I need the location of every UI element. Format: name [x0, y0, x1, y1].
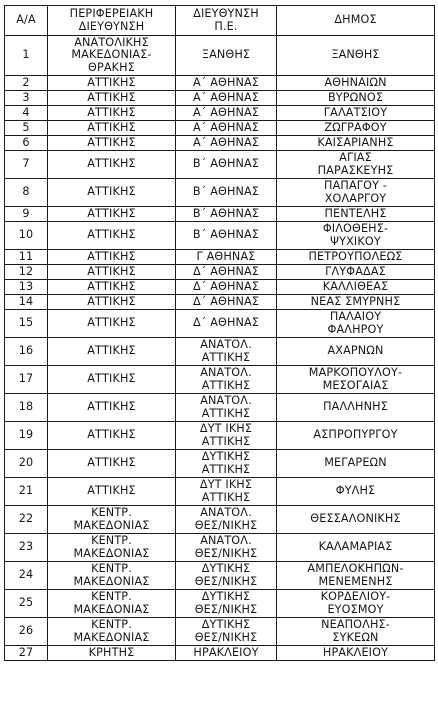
cell-regional-directorate: [48, 222, 176, 250]
cell-directorate-pe-text: ΑΝΑΤΟΛ. ΑΤΤΙΚΗΣ: [200, 338, 252, 364]
cell-directorate-pe-text: ΔΥΤΙΚΗΣ ΘΕΣ/ΝΙΚΗΣ: [194, 562, 258, 588]
cell-regional-directorate-text: ΚΕΝΤΡ. ΜΑΚΕΔΟΝΙΑΣ: [73, 506, 150, 532]
cell-municipality: [277, 506, 435, 534]
cell-directorate-pe-text: ΔΥΤΙΚΗΣ ΘΕΣ/ΝΙΚΗΣ: [194, 590, 258, 616]
cell-directorate-pe-text: ΑΝΑΤΟΛ. ΑΤΤΙΚΗΣ: [200, 366, 252, 392]
table-row: [5, 394, 435, 422]
cell-aa-text: 25: [18, 596, 34, 610]
cell-municipality: [277, 394, 435, 422]
cell-municipality: [277, 618, 435, 646]
cell-municipality: [277, 450, 435, 478]
cell-municipality-text: ΚΑΛΑΜΑΡΙΑΣ: [318, 540, 393, 554]
cell-municipality-text: ΝΕΑΠΟΛΗΣ- ΣΥΚΕΩΝ: [321, 618, 390, 644]
cell-directorate-pe: [176, 534, 277, 562]
table-row: [5, 450, 435, 478]
cell-municipality: [277, 91, 435, 106]
cell-regional-directorate-text: ΑΤΤΙΚΗΣ: [87, 428, 136, 442]
cell-municipality: [277, 106, 435, 121]
cell-directorate-pe-text: Β΄ ΑΘΗΝΑΣ: [192, 228, 260, 242]
cell-regional-directorate-text: ΑΤΤΙΚΗΣ: [87, 316, 136, 330]
cell-directorate-pe-text: ΔΥΤ ΙΚΗΣ ΑΤΤΙΚΗΣ: [199, 422, 253, 448]
header-regional-directorate-label: ΠΕΡΙΦΕΡΕΙΑΚΗ ΔΙΕΥΘΥΝΣΗ: [69, 7, 154, 33]
cell-aa: [5, 422, 48, 450]
cell-directorate-pe-text: Β΄ ΑΘΗΝΑΣ: [192, 157, 260, 171]
cell-regional-directorate: [48, 36, 176, 76]
cell-aa-text: 5: [22, 120, 30, 134]
cell-regional-directorate-text: ΑΤΤΙΚΗΣ: [87, 185, 136, 199]
cell-regional-directorate: [48, 366, 176, 394]
cell-regional-directorate: [48, 76, 176, 91]
cell-aa-text: 26: [18, 624, 34, 638]
cell-municipality: [277, 265, 435, 280]
table-body: [5, 36, 435, 661]
cell-directorate-pe: [176, 250, 277, 265]
cell-municipality: [277, 562, 435, 590]
cell-directorate-pe-text: ΞΑΝΘΗΣ: [201, 48, 251, 62]
cell-directorate-pe: [176, 310, 277, 338]
table-row: [5, 106, 435, 121]
cell-municipality-text: ΓΛΥΦΑΔΑΣ: [325, 264, 386, 278]
cell-directorate-pe: [176, 151, 277, 179]
cell-regional-directorate-text: ΑΤΤΙΚΗΣ: [87, 90, 136, 104]
cell-directorate-pe: [176, 36, 277, 76]
cell-aa-text: 17: [18, 372, 34, 386]
cell-directorate-pe-text: ΔΥΤΙΚΗΣ ΘΕΣ/ΝΙΚΗΣ: [194, 618, 258, 644]
cell-directorate-pe-text: Α΄ ΑΘΗΝΑΣ: [192, 105, 260, 119]
table-row: [5, 136, 435, 151]
cell-regional-directorate: [48, 534, 176, 562]
cell-aa: [5, 534, 48, 562]
cell-regional-directorate: [48, 478, 176, 506]
cell-regional-directorate: [48, 295, 176, 310]
cell-municipality: [277, 250, 435, 265]
cell-directorate-pe-text: Δ΄ ΑΘΗΝΑΣ: [192, 316, 260, 330]
cell-municipality-text: ΑΧΑΡΝΩΝ: [327, 344, 384, 358]
cell-municipality: [277, 36, 435, 76]
cell-regional-directorate: [48, 280, 176, 295]
cell-municipality: [277, 338, 435, 366]
cell-regional-directorate: [48, 207, 176, 222]
cell-municipality-text: ΚΟΡΔΕΛΙΟΥ- ΕΥΟΣΜΟΥ: [320, 590, 391, 616]
cell-regional-directorate: [48, 91, 176, 106]
cell-regional-directorate-text: ΑΤΤΙΚΗΣ: [87, 294, 136, 308]
cell-aa-text: 11: [18, 249, 34, 263]
cell-municipality-text: ΚΑΙΣΑΡΙΑΝΗΣ: [317, 135, 394, 149]
cell-aa: [5, 151, 48, 179]
municipalities-table: [4, 5, 435, 661]
cell-regional-directorate: [48, 338, 176, 366]
cell-regional-directorate: [48, 506, 176, 534]
cell-aa: [5, 366, 48, 394]
table-row: [5, 36, 435, 76]
cell-municipality: [277, 478, 435, 506]
table-row: [5, 506, 435, 534]
cell-aa: [5, 222, 48, 250]
cell-directorate-pe: [176, 394, 277, 422]
cell-aa-text: 23: [18, 540, 34, 554]
cell-municipality-text: ΠΕΤΡΟΥΠΟΛΕΩΣ: [308, 249, 403, 263]
cell-municipality-text: ΠΑΛΛΗΝΗΣ: [323, 400, 388, 414]
table-row: [5, 207, 435, 222]
cell-aa: [5, 394, 48, 422]
cell-municipality-text: ΠΑΠΑΓΟΥ - ΧΟΛΑΡΓΟΥ: [324, 179, 387, 205]
cell-aa-text: 14: [18, 294, 34, 308]
cell-aa-text: 4: [22, 105, 30, 119]
cell-municipality: [277, 310, 435, 338]
cell-regional-directorate-text: ΑΤΤΙΚΗΣ: [87, 135, 136, 149]
cell-regional-directorate: [48, 590, 176, 618]
cell-aa-text: 2: [22, 75, 30, 89]
cell-municipality: [277, 151, 435, 179]
table-row: [5, 91, 435, 106]
table-row: [5, 295, 435, 310]
cell-municipality-text: ΗΡΑΚΛΕΙΟΥ: [322, 645, 389, 659]
cell-directorate-pe-text: ΑΝΑΤΟΛ. ΘΕΣ/ΝΙΚΗΣ: [194, 506, 258, 532]
header-municipality-label: ΔΗΜΟΣ: [334, 13, 377, 27]
cell-regional-directorate: [48, 136, 176, 151]
cell-directorate-pe: [176, 590, 277, 618]
cell-municipality: [277, 76, 435, 91]
cell-municipality-text: ΠΑΛΑΙΟΥ ΦΑΛΗΡΟΥ: [327, 310, 384, 336]
cell-directorate-pe-text: ΑΝΑΤΟΛ. ΑΤΤΙΚΗΣ: [200, 394, 252, 420]
cell-municipality-text: ΜΑΡΚΟΠΟΥΛΟΥ- ΜΕΣΟΓΑΙΑΣ: [308, 366, 403, 392]
cell-regional-directorate: [48, 265, 176, 280]
cell-aa-text: 16: [18, 344, 34, 358]
cell-municipality-text: ΒΥΡΩΝΟΣ: [327, 90, 384, 104]
table-row: [5, 618, 435, 646]
cell-directorate-pe-text: ΔΥΤΙΚΗΣ ΑΤΤΙΚΗΣ: [201, 450, 251, 476]
cell-directorate-pe: [176, 179, 277, 207]
table-row: [5, 250, 435, 265]
cell-aa-text: 10: [18, 228, 34, 242]
cell-regional-directorate-text: ΚΕΝΤΡ. ΜΑΚΕΔΟΝΙΑΣ: [73, 534, 150, 560]
cell-aa-text: 9: [22, 206, 30, 220]
table-row: [5, 76, 435, 91]
cell-aa-text: 6: [22, 135, 30, 149]
document-page: [4, 5, 434, 661]
cell-regional-directorate: [48, 310, 176, 338]
cell-directorate-pe-text: Α΄ ΑΘΗΝΑΣ: [192, 120, 260, 134]
cell-aa: [5, 207, 48, 222]
cell-municipality: [277, 136, 435, 151]
cell-municipality-text: ΚΑΛΛΙΘΕΑΣ: [322, 279, 389, 293]
table-row: [5, 534, 435, 562]
cell-aa-text: 12: [18, 264, 34, 278]
cell-regional-directorate-text: ΑΤΤΙΚΗΣ: [87, 105, 136, 119]
cell-municipality-text: ΖΩΓΡΑΦΟΥ: [324, 120, 387, 134]
cell-directorate-pe: [176, 106, 277, 121]
header-regional-directorate: [48, 6, 176, 36]
cell-aa-text: 27: [18, 645, 34, 659]
table-row: [5, 590, 435, 618]
cell-regional-directorate-text: ΑΤΤΙΚΗΣ: [87, 206, 136, 220]
table-row: [5, 338, 435, 366]
cell-aa: [5, 36, 48, 76]
cell-municipality-text: ΑΘΗΝΑΙΩΝ: [324, 75, 387, 89]
cell-directorate-pe: [176, 136, 277, 151]
header-municipality: [277, 6, 435, 36]
cell-municipality-text: ΝΕΑΣ ΣΜΥΡΝΗΣ: [310, 294, 401, 308]
cell-regional-directorate-text: ΑΤΤΙΚΗΣ: [87, 400, 136, 414]
cell-aa: [5, 106, 48, 121]
cell-municipality: [277, 121, 435, 136]
cell-municipality: [277, 590, 435, 618]
table-header: [5, 6, 435, 36]
cell-municipality: [277, 366, 435, 394]
cell-aa: [5, 590, 48, 618]
cell-directorate-pe: [176, 91, 277, 106]
cell-directorate-pe: [176, 207, 277, 222]
cell-municipality-text: ΜΕΓΑΡΕΩΝ: [324, 456, 387, 470]
cell-municipality: [277, 207, 435, 222]
cell-regional-directorate-text: ΑΤΤΙΚΗΣ: [87, 372, 136, 386]
cell-aa: [5, 478, 48, 506]
cell-directorate-pe-text: Β΄ ΑΘΗΝΑΣ: [192, 206, 260, 220]
cell-directorate-pe: [176, 280, 277, 295]
cell-regional-directorate: [48, 562, 176, 590]
cell-directorate-pe: [176, 222, 277, 250]
cell-regional-directorate-text: ΑΤΤΙΚΗΣ: [87, 157, 136, 171]
cell-regional-directorate-text: ΚΕΝΤΡ. ΜΑΚΕΔΟΝΙΑΣ: [73, 562, 150, 588]
cell-regional-directorate-text: ΑΤΤΙΚΗΣ: [87, 279, 136, 293]
cell-directorate-pe-text: Δ΄ ΑΘΗΝΑΣ: [192, 264, 260, 278]
cell-aa: [5, 121, 48, 136]
table-row: [5, 265, 435, 280]
cell-directorate-pe: [176, 366, 277, 394]
cell-directorate-pe-text: Δ΄ ΑΘΗΝΑΣ: [192, 294, 260, 308]
cell-municipality-text: ΦΥΛΗΣ: [335, 484, 376, 498]
cell-directorate-pe: [176, 422, 277, 450]
cell-aa: [5, 179, 48, 207]
cell-regional-directorate: [48, 106, 176, 121]
cell-municipality-text: ΑΣΠΡΟΠΥΡΓΟΥ: [313, 428, 398, 442]
cell-municipality-text: ΓΑΛΑΤΣΙΟΥ: [323, 105, 388, 119]
cell-regional-directorate-text: ΑΤΤΙΚΗΣ: [87, 120, 136, 134]
cell-regional-directorate-text: ΑΤΤΙΚΗΣ: [87, 484, 136, 498]
header-directorate-pe: [176, 6, 277, 36]
cell-aa: [5, 76, 48, 91]
cell-regional-directorate-text: ΑΤΤΙΚΗΣ: [87, 228, 136, 242]
cell-regional-directorate: [48, 646, 176, 661]
cell-municipality: [277, 534, 435, 562]
cell-directorate-pe: [176, 618, 277, 646]
cell-regional-directorate-text: ΑΤΤΙΚΗΣ: [87, 75, 136, 89]
header-aa: [5, 6, 48, 36]
cell-directorate-pe: [176, 506, 277, 534]
cell-aa: [5, 265, 48, 280]
cell-directorate-pe: [176, 338, 277, 366]
cell-directorate-pe-text: ΑΝΑΤΟΛ. ΘΕΣ/ΝΙΚΗΣ: [194, 534, 258, 560]
table-row: [5, 310, 435, 338]
cell-municipality-text: ΑΓΙΑΣ ΠΑΡΑΣΚΕΥΗΣ: [317, 151, 394, 177]
cell-aa-text: 20: [18, 456, 34, 470]
header-directorate-pe-label: ΔΙΕΥΘΥΝΣΗ Π.Ε.: [193, 7, 259, 33]
cell-directorate-pe-text: ΗΡΑΚΛΕΙΟΥ: [193, 645, 259, 659]
table-row: [5, 280, 435, 295]
cell-regional-directorate-text: ΑΤΤΙΚΗΣ: [87, 264, 136, 278]
cell-regional-directorate-text: ΑΤΤΙΚΗΣ: [87, 456, 136, 470]
cell-regional-directorate: [48, 151, 176, 179]
header-row: [5, 6, 435, 36]
table-row: [5, 366, 435, 394]
cell-regional-directorate-text: ΚΡΗΤΗΣ: [88, 645, 135, 659]
table-row: [5, 478, 435, 506]
cell-regional-directorate: [48, 450, 176, 478]
cell-aa-text: 13: [18, 279, 34, 293]
cell-aa: [5, 136, 48, 151]
table-row: [5, 179, 435, 207]
table-row: [5, 422, 435, 450]
cell-aa-text: 15: [18, 316, 34, 330]
cell-municipality-text: ΦΙΛΟΘΕΗΣ- ΨΥΧΙΚΟΥ: [322, 222, 389, 248]
cell-regional-directorate-text: ΚΕΝΤΡ. ΜΑΚΕΔΟΝΙΑΣ: [73, 618, 150, 644]
cell-municipality: [277, 646, 435, 661]
cell-aa-text: 21: [18, 484, 34, 498]
cell-aa-text: 1: [22, 48, 30, 62]
table-row: [5, 646, 435, 661]
cell-regional-directorate-text: ΑΤΤΙΚΗΣ: [87, 249, 136, 263]
cell-aa-text: 22: [18, 512, 34, 526]
cell-aa-text: 24: [18, 568, 34, 582]
cell-directorate-pe-text: Γ ΑΘΗΝΑΣ: [196, 249, 256, 263]
cell-regional-directorate: [48, 121, 176, 136]
cell-directorate-pe-text: Β΄ ΑΘΗΝΑΣ: [192, 185, 260, 199]
cell-regional-directorate: [48, 618, 176, 646]
cell-directorate-pe-text: Α΄ ΑΘΗΝΑΣ: [192, 90, 260, 104]
cell-regional-directorate: [48, 394, 176, 422]
cell-directorate-pe: [176, 76, 277, 91]
cell-regional-directorate-text: ΑΤΤΙΚΗΣ: [87, 344, 136, 358]
cell-municipality: [277, 295, 435, 310]
cell-municipality-text: ΠΕΝΤΕΛΗΣ: [324, 206, 387, 220]
cell-regional-directorate: [48, 250, 176, 265]
cell-municipality: [277, 222, 435, 250]
cell-aa: [5, 280, 48, 295]
cell-aa: [5, 646, 48, 661]
table-row: [5, 121, 435, 136]
cell-municipality-text: ΑΜΠΕΛΟΚΗΠΩΝ- ΜΕΝΕΜΕΝΗΣ: [307, 562, 404, 588]
cell-regional-directorate-text: ΑΝΑΤΟΛΙΚΗΣ ΜΑΚΕΔΟΝΙΑΣ- ΘΡΑΚΗΣ: [71, 35, 152, 74]
cell-directorate-pe: [176, 265, 277, 280]
table-row: [5, 222, 435, 250]
cell-municipality: [277, 422, 435, 450]
cell-aa: [5, 618, 48, 646]
cell-aa: [5, 91, 48, 106]
cell-directorate-pe-text: ΔΥΤ ΙΚΗΣ ΑΤΤΙΚΗΣ: [199, 478, 253, 504]
cell-directorate-pe: [176, 295, 277, 310]
cell-municipality-text: ΘΕΣΣΑΛΟΝΙΚΗΣ: [310, 512, 401, 526]
cell-regional-directorate-text: ΚΕΝΤΡ. ΜΑΚΕΔΟΝΙΑΣ: [73, 590, 150, 616]
cell-directorate-pe-text: Α΄ ΑΘΗΝΑΣ: [192, 135, 260, 149]
cell-aa-text: 8: [22, 185, 30, 199]
cell-aa: [5, 295, 48, 310]
cell-aa: [5, 562, 48, 590]
cell-directorate-pe: [176, 562, 277, 590]
table-row: [5, 562, 435, 590]
cell-directorate-pe: [176, 121, 277, 136]
cell-aa: [5, 338, 48, 366]
cell-aa: [5, 250, 48, 265]
cell-municipality: [277, 179, 435, 207]
cell-aa-text: 7: [22, 157, 30, 171]
cell-aa: [5, 310, 48, 338]
cell-aa-text: 19: [18, 428, 34, 442]
cell-municipality: [277, 280, 435, 295]
cell-regional-directorate: [48, 422, 176, 450]
cell-directorate-pe-text: Δ΄ ΑΘΗΝΑΣ: [192, 279, 260, 293]
cell-directorate-pe: [176, 478, 277, 506]
cell-aa: [5, 450, 48, 478]
cell-aa: [5, 506, 48, 534]
cell-aa-text: 3: [22, 90, 30, 104]
cell-directorate-pe: [176, 450, 277, 478]
cell-directorate-pe: [176, 646, 277, 661]
header-aa-label: Α/Α: [16, 13, 36, 27]
cell-regional-directorate: [48, 179, 176, 207]
cell-municipality-text: ΞΑΝΘΗΣ: [331, 48, 380, 62]
cell-aa-text: 18: [18, 400, 34, 414]
table-row: [5, 151, 435, 179]
cell-directorate-pe-text: Α΄ ΑΘΗΝΑΣ: [192, 75, 260, 89]
